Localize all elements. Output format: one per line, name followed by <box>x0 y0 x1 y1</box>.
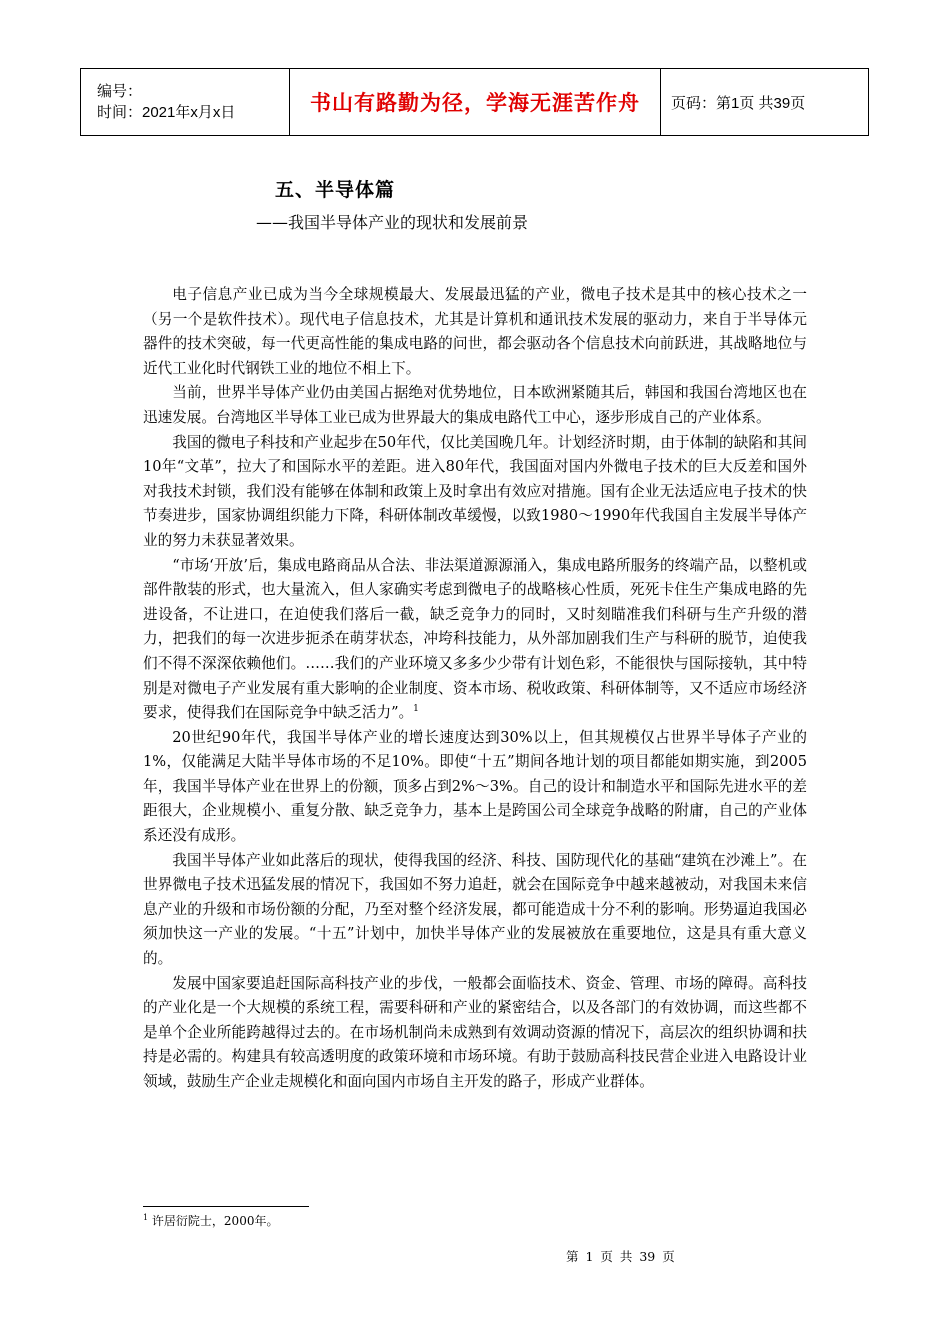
footnote-text: 许居衍院士，2000年。 <box>151 1214 279 1228</box>
paragraph-6: 我国半导体产业如此落后的现状，使得我国的经济、科技、国防现代化的基础“建筑在沙滩上”。在世界微电子技术迅猛发展的情况下，我国如不努力追赶，就会在国际竞争中越来越被动，对我国未来信息产业的升级和市场份额的分配，乃至对整个经济发展，都可能造成十分不利的影响。形势逼迫我国必须加快这一产业的发展。“十五”计划中，加快半导体产业的发展被放在重要地位，这是具有重大意义的。 <box>143 851 807 968</box>
paragraph-5: 20世纪90年代，我国半导体产业的增长速度达到30%以上，但其规模仅占世界半导体子产业的1%，仅能满足大陆半导体市场的不足10%。即使“十五”期间各地计划的项目都能如期实施，到2005年，我国半导体产业在世界上的份额，顶多占到2%～3%。自己的设计和制造水平和国际先进水平的差距很大，企业规模小、重复分散、缺乏竞争力，基本上是跨国公司全球竞争战略的附庸，自己的产业体系还没有成形。 <box>143 728 807 845</box>
motto: 书山有路勤为径，学海无涯苦作舟 <box>310 91 640 115</box>
footnote-divider <box>143 1206 309 1207</box>
page-title: 五、半导体篇 <box>275 179 396 201</box>
time-label: 时间：2021年x月x日 <box>97 104 236 121</box>
paragraph-1: 电子信息产业已成为当今全球规模最大、发展最迅猛的产业，微电子技术是其中的核心技术之一（另一个是软件技术）。现代电子信息技术，尤其是计算机和通讯技术发展的驱动力，来自于半导体元器件的技术突破，每一代更高性能的集成电路的问世，都会驱动各个信息技术向前跃进，其战略地位与近代工业化时代钢铁工业的地位不相上下。 <box>143 286 807 377</box>
footnote-reference[interactable]: 1 <box>413 704 419 715</box>
page-subtitle: ——我国半导体产业的现状和发展前景 <box>256 213 529 232</box>
footnote-marker: 1 <box>143 1213 149 1222</box>
footnote <box>143 1212 278 1229</box>
body-text <box>143 283 807 1095</box>
document-header <box>80 68 869 136</box>
number-label: 编号： <box>97 83 143 100</box>
paragraph-4 <box>143 554 807 726</box>
header-motto-cell <box>290 69 661 136</box>
paragraph-3: 我国的微电子科技和产业起步在50年代，仅比美国晚几年。计划经济时期，由于体制的缺陷和其间10年“文革”，拉大了和国际水平的差距。进入80年代，我国面对国内外微电子技术的巨大反差和国外对我技术封锁，我们没有能够在体制和政策上及时拿出有效应对措施。国有企业无法适应电子技术的快节奏进步，国家协调组织能力下降，科研体制改革缓慢，以致1980～1990年代我国自主发展半导体产业的努力未获显著效果。 <box>143 433 807 549</box>
paragraph-4-text: “市场‘开放’后，集成电路商品从合法、非法渠道源源涌入，集成电路所服务的终端产品，以整机或部件散装的形式，也大量流入，但人家确实考虑到微电子的战略核心性质，死死卡住生产集成电路的先进设备，不让进口，在迫使我们落后一截，缺乏竞争力的同时，又时刻瞄准我们科研与生产升级的潜力，把我们的每一次进步扼杀在萌芽状态，冲垮科技能力，从外部加剧我们生产与科研的脱节，迫使我们不得不深深依赖他们。……我们的产业环境又多多少少带有计划色彩，不能很快与国际接轨，其中特别是对微电子产业发展有重大影响的企业制度、资本市场、税收政策、科研体制等，又不适应市场经济要求，使得我们在国际竞争中缺乏活力”。 <box>143 556 807 722</box>
paragraph-2: 当前，世界半导体产业仍由美国占据绝对优势地位，日本欧洲紧随其后，韩国和我国台湾地区也在迅速发展。台湾地区半导体工业已成为世界最大的集成电路代工中心，逐步形成自己的产业体系。 <box>143 384 807 426</box>
header-left-cell <box>81 69 290 136</box>
header-page-info: 页码：第1页 共39页 <box>661 69 869 136</box>
paragraph-7: 发展中国家要追赶国际高科技产业的步伐，一般都会面临技术、资金、管理、市场的障碍。高科技的产业化是一个大规模的系统工程，需要科研和产业的紧密结合，以及各部门的有效协调，而这些都不是单个企业所能跨越得过去的。在市场机制尚未成熟到有效调动资源的情况下，高层次的组织协调和扶持是必需的。构建具有较高透明度的政策环境和市场环境。有助于鼓励高科技民营企业进入电路设计业领域，鼓励生产企业走规模化和面向国内市场自主开发的路子，形成产业群体。 <box>143 974 807 1090</box>
page-number: 第 1 页 共 39 页 <box>566 1249 675 1264</box>
